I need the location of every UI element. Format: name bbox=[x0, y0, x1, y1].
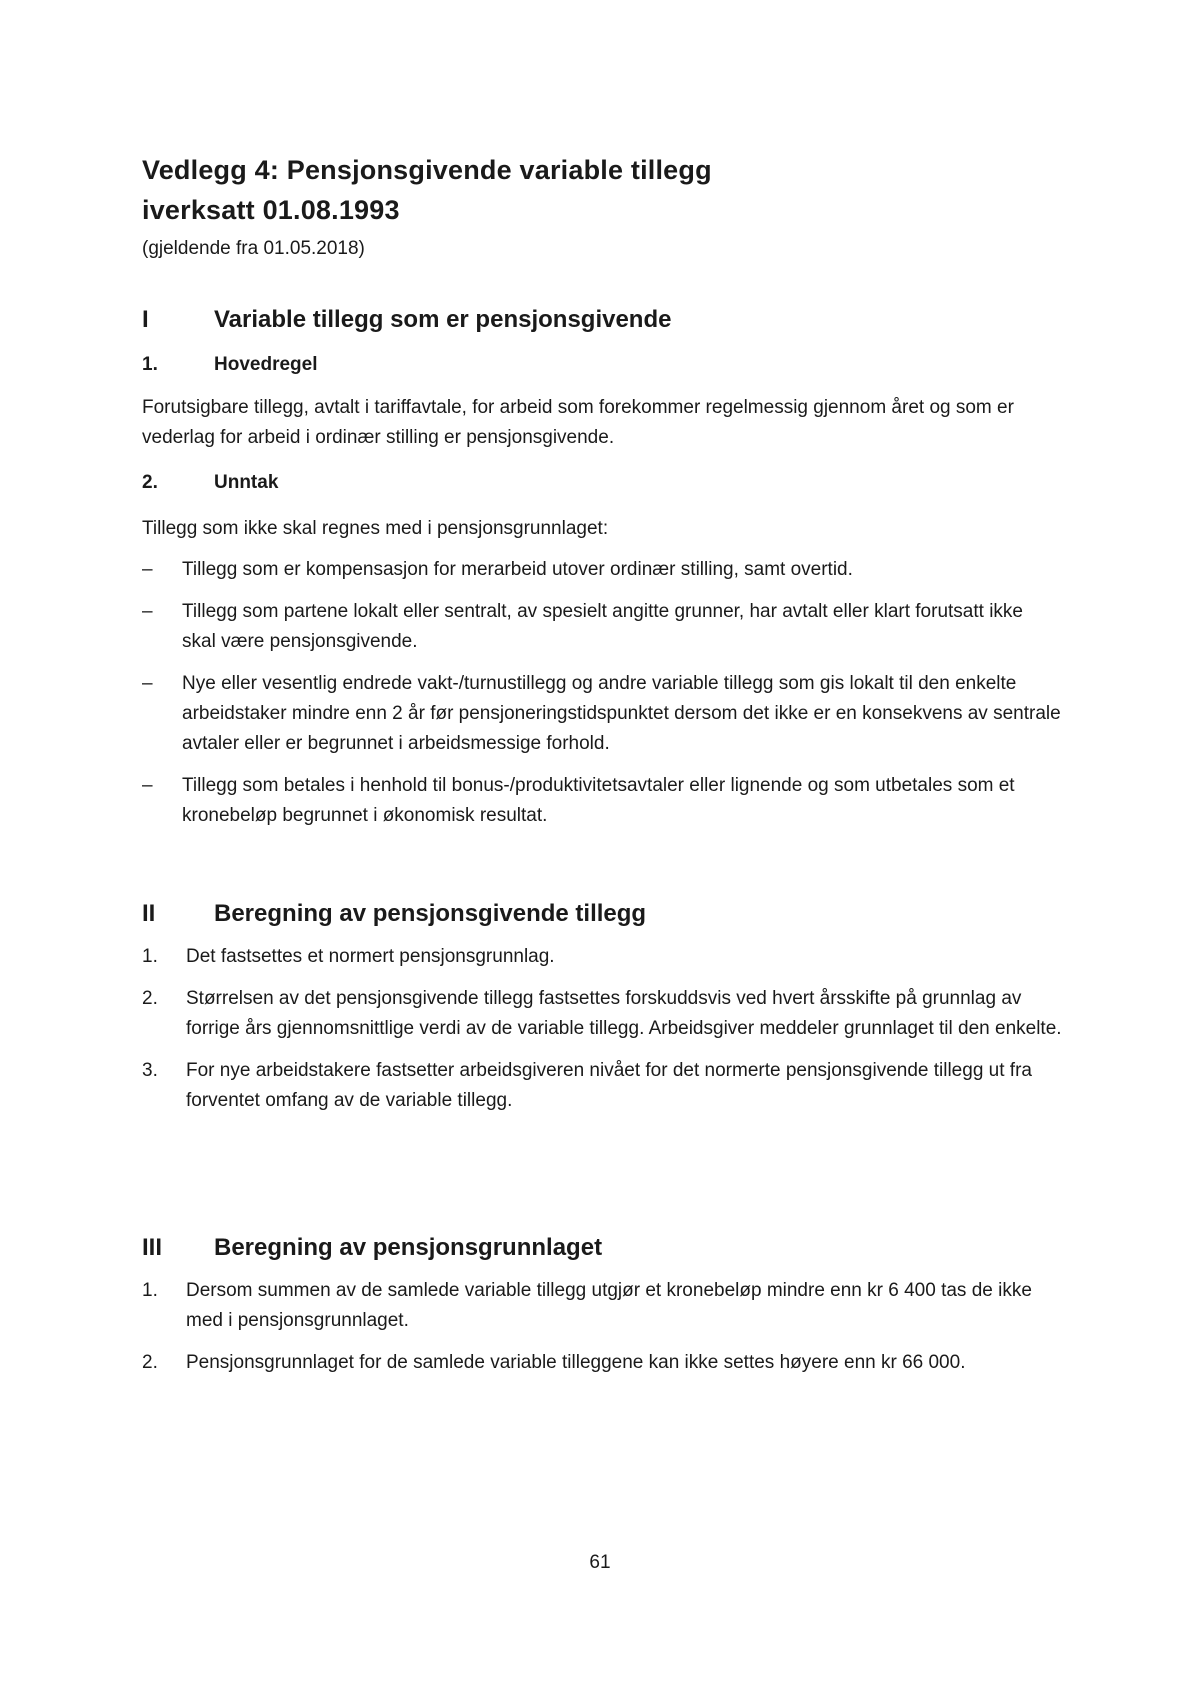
subsection-2-intro: Tillegg som ikke skal regnes med i pensjonsgrunnlaget: bbox=[142, 518, 609, 539]
list-item-number: 3. bbox=[142, 1060, 158, 1081]
list-item bbox=[142, 597, 1062, 657]
subsection-1-heading: Hovedregel bbox=[214, 354, 318, 375]
section-3-heading: Beregning av pensjonsgrunnlaget bbox=[214, 1234, 603, 1261]
document-subtitle: (gjeldende fra 01.05.2018) bbox=[142, 238, 365, 259]
list-item bbox=[142, 771, 1062, 831]
list-item bbox=[142, 669, 1062, 759]
list-item bbox=[142, 1056, 1062, 1116]
list-item-number: 2. bbox=[142, 988, 158, 1009]
dash-marker: – bbox=[142, 559, 153, 580]
list-item bbox=[142, 555, 1062, 585]
list-item-text: Det fastsettes et normert pensjonsgrunnlag. bbox=[186, 946, 555, 967]
section-3-list bbox=[142, 1276, 1062, 1390]
list-item-text: For nye arbeidstakere fastsetter arbeidsgiveren nivået for det normerte pensjonsgivende tillegg ut fra forventet omfang av de variable tillegg. bbox=[186, 1060, 1032, 1111]
subsection-1-number: 1. bbox=[142, 354, 158, 375]
dash-marker: – bbox=[142, 673, 153, 694]
list-item-text: Tillegg som partene lokalt eller sentralt, av spesielt angitte grunner, har avtalt eller klart forutsatt ikke skal være pensjonsgivende. bbox=[182, 601, 1023, 652]
section-1-numeral: I bbox=[142, 306, 149, 333]
page-number: 61 bbox=[589, 1552, 611, 1573]
dash-marker: – bbox=[142, 775, 153, 796]
list-item-text: Tillegg som er kompensasjon for merarbeid utover ordinær stilling, samt overtid. bbox=[182, 559, 853, 580]
subsection-2-number: 2. bbox=[142, 472, 158, 493]
list-item bbox=[142, 984, 1062, 1044]
document-title-line-2: iverksatt 01.08.1993 bbox=[142, 195, 400, 225]
document-title-line-1: Vedlegg 4: Pensjonsgivende variable tillegg bbox=[142, 155, 712, 185]
list-item-text: Størrelsen av det pensjonsgivende tillegg fastsettes forskuddsvis ved hvert årsskifte på grunnlag av forrige års gjennomsnittlige verdi av de variable tillegg. Arbeidsgiver meddeler grunnlaget til den enkelte. bbox=[186, 988, 1062, 1039]
section-2-list bbox=[142, 942, 1062, 1128]
document-title bbox=[142, 150, 712, 230]
list-item bbox=[142, 1348, 1062, 1378]
list-item-number: 1. bbox=[142, 1280, 158, 1301]
list-item-text: Dersom summen av de samlede variable tillegg utgjør et kronebeløp mindre enn kr 6 400 tas de ikke med i pensjonsgrunnlaget. bbox=[186, 1280, 1032, 1331]
list-item-text: Nye eller vesentlig endrede vakt-/turnustillegg og andre variable tillegg som gis lokalt til den enkelte arbeidstaker mindre enn 2 år før pensjoneringstidspunktet dersom det ikke er en konsekvens av sentrale avtaler eller er begrunnet i arbeidsmessige forhold. bbox=[182, 673, 1061, 754]
list-item-number: 1. bbox=[142, 946, 158, 967]
subsection-2-heading: Unntak bbox=[214, 472, 279, 493]
list-item-number: 2. bbox=[142, 1352, 158, 1373]
dash-marker: – bbox=[142, 601, 153, 622]
list-item bbox=[142, 942, 1062, 972]
list-item bbox=[142, 1276, 1062, 1336]
exceptions-list bbox=[142, 555, 1062, 843]
list-item-text: Pensjonsgrunnlaget for de samlede variable tilleggene kan ikke settes høyere enn kr 66 000. bbox=[186, 1352, 966, 1373]
section-2-heading: Beregning av pensjonsgivende tillegg bbox=[214, 900, 647, 927]
subsection-1-paragraph: Forutsigbare tillegg, avtalt i tariffavtale, for arbeid som forekommer regelmessig gjennom året og som er vederlag for arbeid i ordinær stilling er pensjonsgivende. bbox=[142, 397, 1014, 448]
section-2-numeral: II bbox=[142, 900, 156, 927]
list-item-text: Tillegg som betales i henhold til bonus-/produktivitetsavtaler eller lignende og som utbetales som et kronebeløp begrunnet i økonomisk resultat. bbox=[182, 775, 1015, 826]
section-3-numeral: III bbox=[142, 1234, 163, 1261]
section-1-heading: Variable tillegg som er pensjonsgivende bbox=[214, 306, 672, 333]
